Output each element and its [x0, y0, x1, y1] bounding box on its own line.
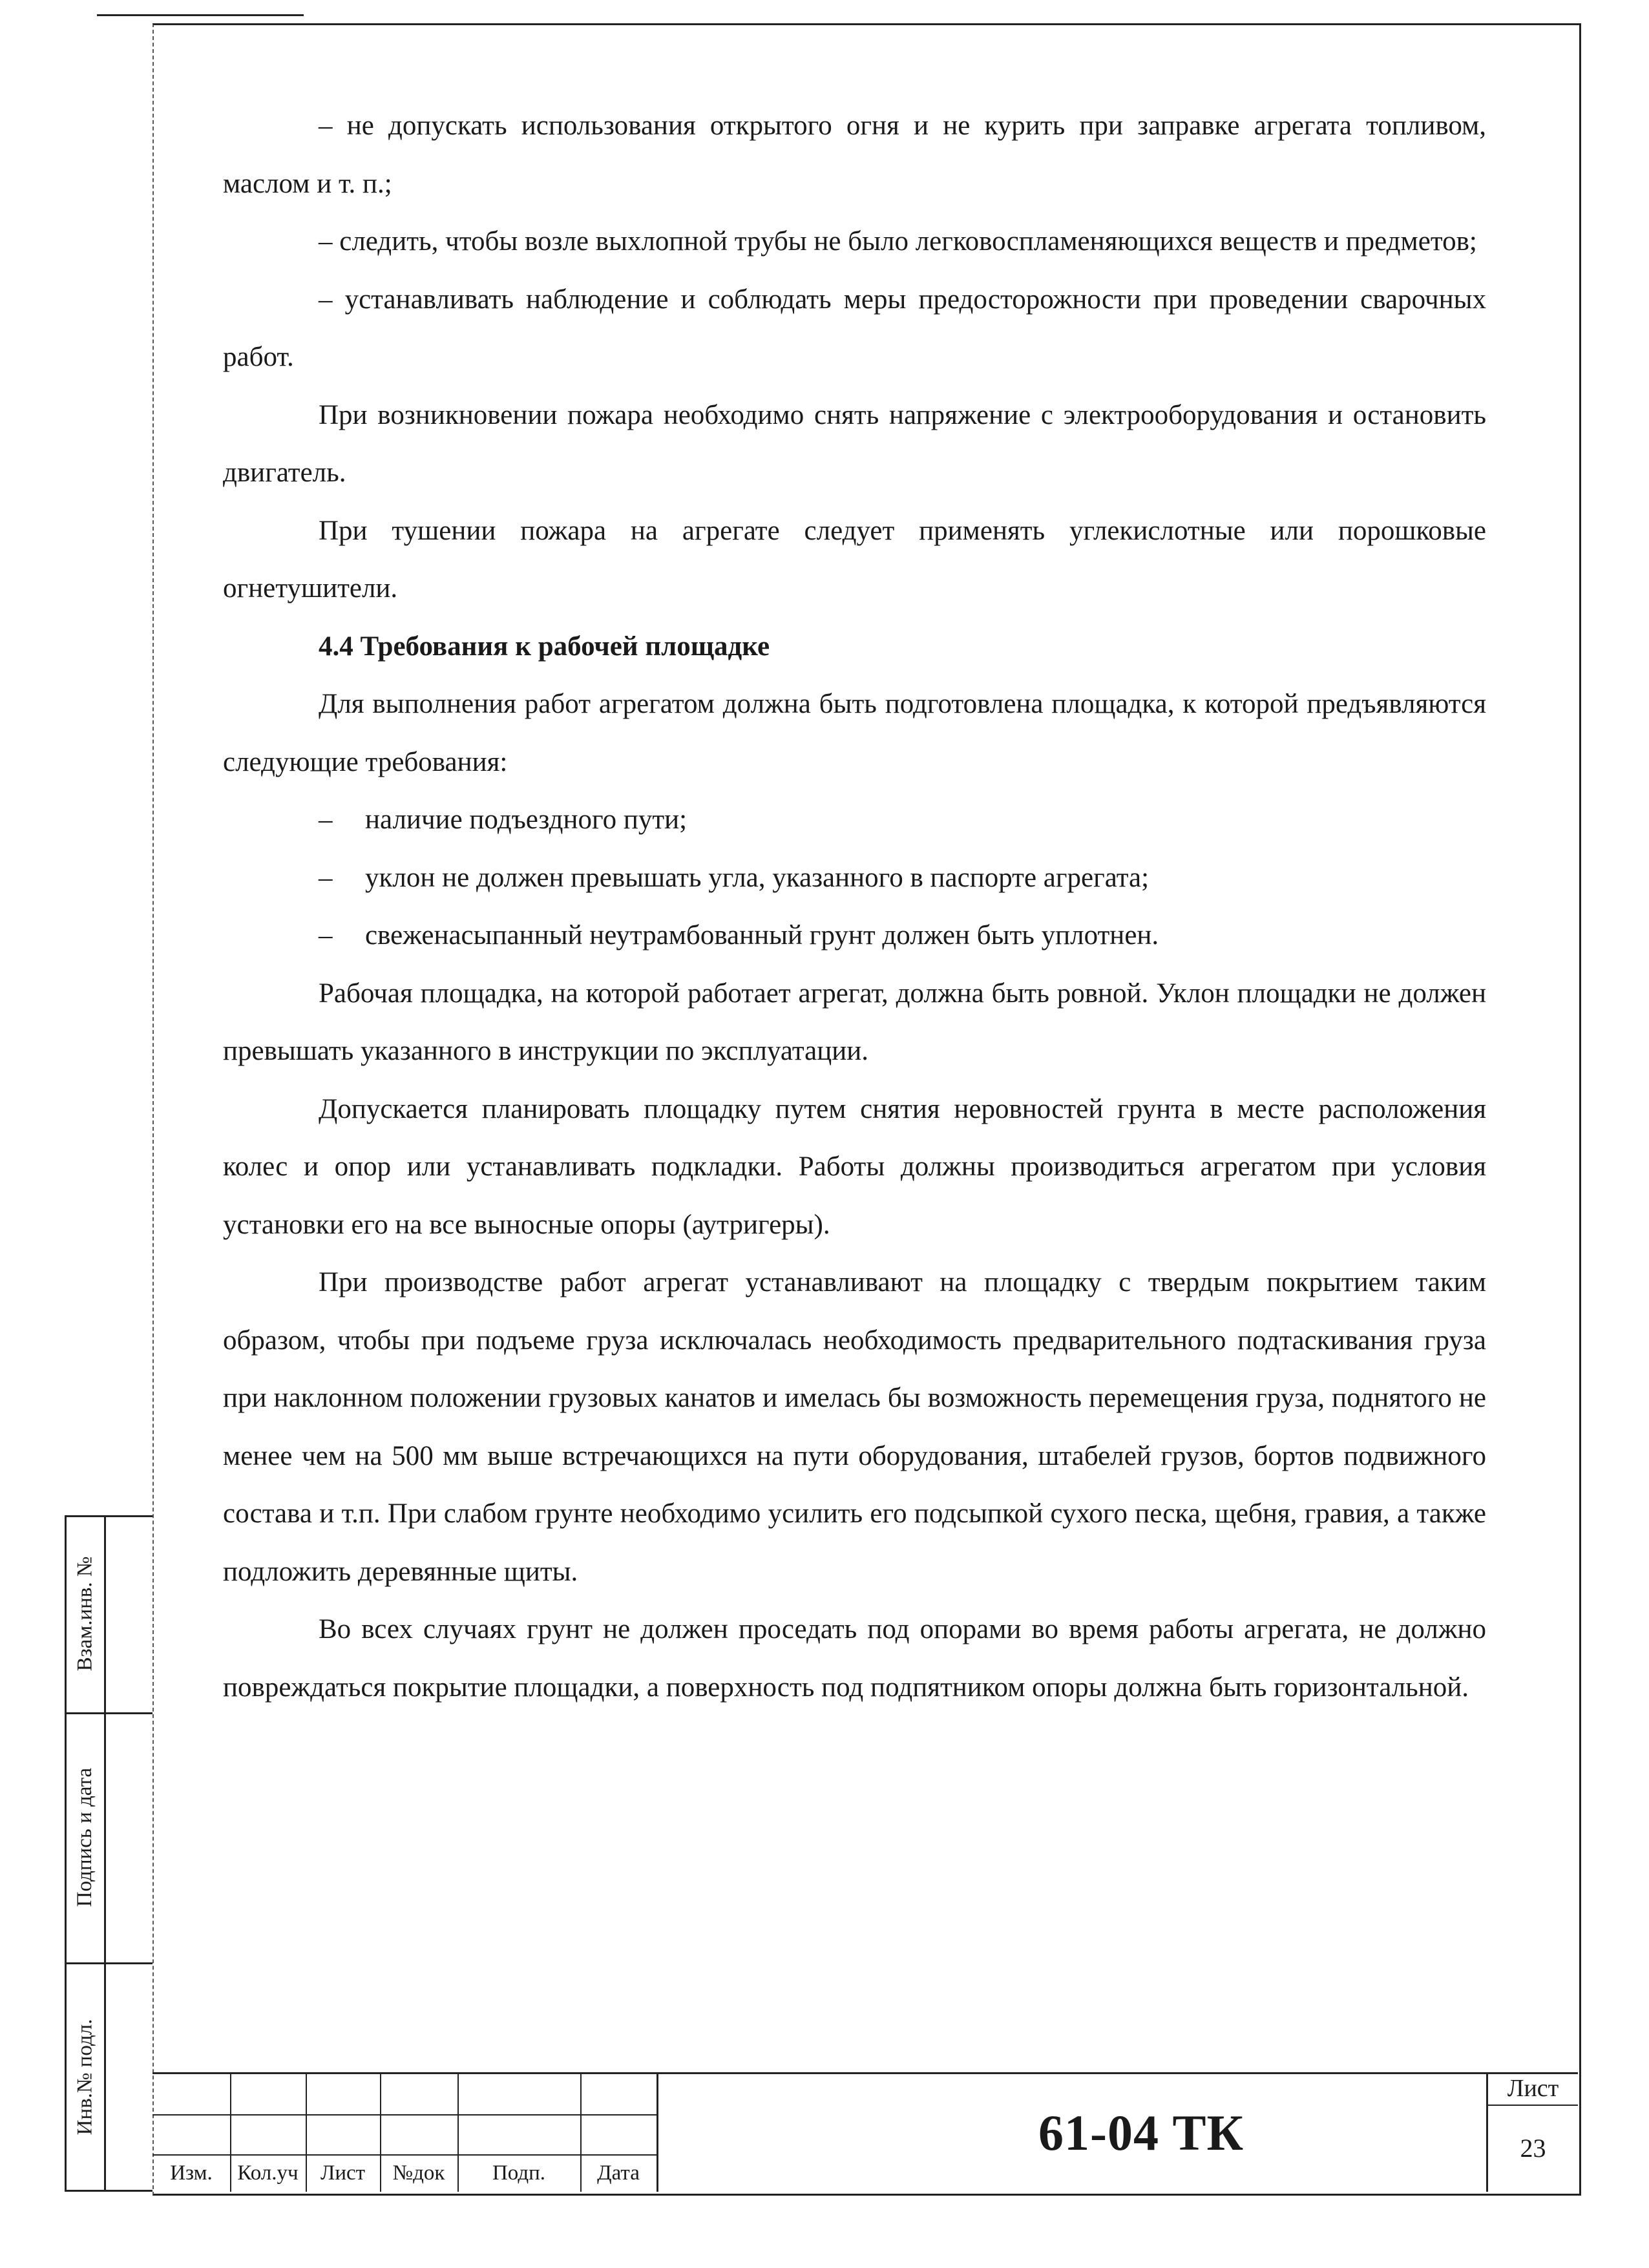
list-item [223, 791, 1486, 849]
paragraph: Для выполнения работ агрегатом должна быть подготовлена площадка, к которой предъявляются следующие требования: [223, 689, 1486, 777]
column-header: Лист [320, 2161, 366, 2185]
bullet-dash: – [319, 862, 333, 893]
paragraph: Рабочая площадка, на которой работает агрегат, должна быть ровной. Уклон площадки не должен превышать указанного в инструкции по эксплуатации. [223, 978, 1486, 1066]
paragraph: Допускается планировать площадку путем снятия неровностей грунта в месте расположения колес и опор или устанавливать подкладки. Работы должны производиться агрегатом при условия установки его на все выносные опоры (аутригеры). [223, 1093, 1486, 1240]
title-block [152, 2072, 1578, 2192]
list-item-text: уклон не должен превышать угла, указанного в паспорте агрегата; [365, 862, 1150, 893]
bullet-dash: – [319, 804, 333, 835]
label-podpis-data: Подпись и дата [73, 1767, 97, 1907]
paragraph: – устанавливать наблюдение и соблюдать меры предосторожности при проведении сварочных работ. [223, 284, 1486, 372]
document-code: 61-04 ТК [1038, 2105, 1245, 2161]
paragraph: При возникновении пожара необходимо снять напряжение с электрооборудования и остановить двигатель. [223, 399, 1486, 488]
document-body [223, 97, 1486, 1716]
section-heading: 4.4 Требования к рабочей площадке [319, 631, 770, 662]
label-inv-podl: Инв.№ подл. [73, 2019, 97, 2136]
label-vzam-inv: Взам.инв. № [73, 1556, 97, 1672]
paragraph: При тушении пожара на агрегате следует применять углекислотные или порошковые огнетушители. [223, 515, 1486, 604]
paragraph: При производстве работ агрегат устанавливают на площадку с твердым покрытием таким образом, чтобы при подъеме груза исключалась необходимость предварительного подтаскивания груза при наклонном положении грузовых канатов и имелась бы возможность перемещения груза, поднятого не менее чем на 500 мм выше встречающихся на пути оборудования, штабелей грузов, бортов подвижного состава и т.п. При слабом грунте необходимо усилить его подсыпкой сухого песка, щебня, гравия, а также подложить деревянные щиты. [223, 1267, 1486, 1587]
column-header: Кол.уч [237, 2161, 299, 2185]
paragraph: Во всех случаях грунт не должен проседать под опорами во время работы агрегата, не должно повреждаться покрытие площадки, а поверхность под подпятником опоры должна быть горизонтальной. [223, 1614, 1486, 1703]
sheet-number: 23 [1520, 2133, 1546, 2163]
column-header: Изм. [170, 2161, 213, 2185]
paragraph: – не допускать использования открытого огня и не курить при заправке агрегата топливом, маслом и т. п.; [223, 110, 1486, 199]
bullet-dash: – [319, 920, 333, 950]
column-header: №док [392, 2161, 445, 2185]
list-item [223, 849, 1486, 907]
list-item-text: наличие подъездного пути; [365, 804, 688, 835]
sheet-label: Лист [1488, 2072, 1578, 2106]
list-item [223, 907, 1486, 965]
column-header: Подп. [492, 2161, 546, 2185]
sheet-box [1486, 2072, 1578, 2192]
column-header: Дата [597, 2161, 640, 2185]
list-item-text: свеженасыпанный неутрамбованный грунт должен быть уплотнен. [365, 920, 1159, 950]
top-edge-mark [97, 14, 304, 16]
revision-grid [152, 2074, 656, 2192]
paragraph: – следить, чтобы возле выхлопной трубы не было легковоспламеняющихся веществ и предметов; [319, 226, 1477, 257]
